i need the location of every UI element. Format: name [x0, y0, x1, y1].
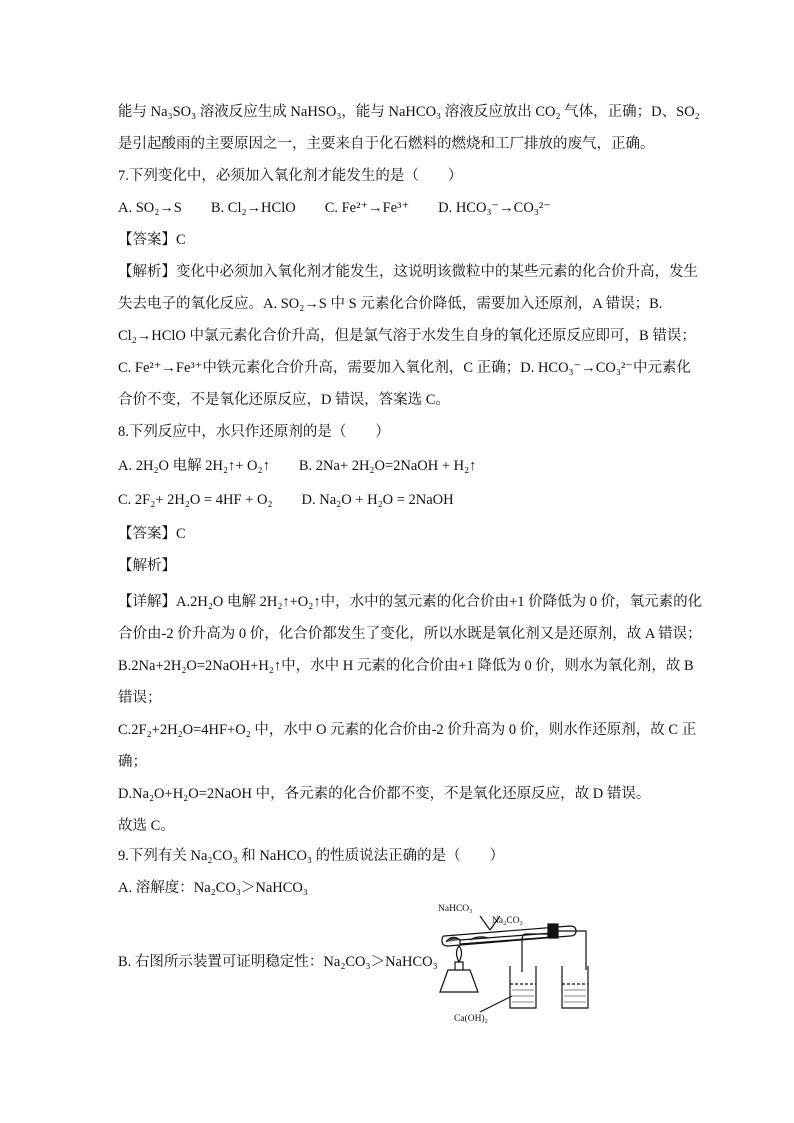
answer-7: 【答案】C [118, 232, 186, 248]
question-9: 9.下列有关 Na₂CO₃ 和 NaHCO₃ 的性质说法正确的是（ ） [118, 848, 505, 864]
question-7: 7.下列变化中，必须加入氧化剂才能发生的是（ ） [118, 168, 463, 184]
question-8-options-ab: A. 2H₂O 电解 2H₂↑+ O₂↑ B. 2Na+ 2H₂O=2NaOH + H₂↑ [118, 458, 477, 474]
text-line: 失去电子的氧化反应。A. SO₂→S 中 S 元素化合价降低，需要加入还原剂，A 错误；B. [118, 296, 663, 312]
apparatus-drawing [430, 900, 600, 1030]
text-line: C.2F₂+2H₂O=4HF+O₂ 中，水中 O 元素的化合价由-2 价升高为 0 价，则水作还原剂，故 C 正 [118, 722, 697, 738]
question-7-options: A. SO₂→S B. Cl₂→HClO C. Fe²⁺→Fe³⁺ D. HCO₃⁻→CO₃²⁻ [118, 200, 551, 216]
text-line: 确； [118, 754, 147, 770]
question-9-option-b: B. 右图所示装置可证明稳定性：Na₂CO₃＞NaHCO₃ [118, 954, 438, 970]
heating-apparatus-diagram [430, 900, 600, 1030]
na2co3-label: Na₂CO₃ [492, 916, 523, 926]
text-line: B.2Na+2H₂O=2NaOH+H₂↑中，水中 H 元素的化合价由+1 降低为 0 价，则水为氧化剂，故 B [118, 658, 694, 674]
question-8: 8.下列反应中，水只作还原剂的是（ ） [118, 424, 390, 440]
text-line: 合价不变，不是氧化还原反应，D 错误，答案选 C。 [118, 392, 450, 408]
caoh2-label: Ca(OH)₂ [454, 1014, 488, 1024]
text-line: D.Na₂O+H₂O=2NaOH 中，各元素的化合价都不变，不是氧化还原反应，故 D 错误。 [118, 786, 651, 802]
nahco3-label: NaHCO₃ [438, 904, 473, 914]
analysis-7: 【解析】变化中必须加入氧化剂才能发生，这说明该微粒中的某些元素的化合价升高，发生 [118, 264, 698, 280]
text-line: 合价由-2 价升高为 0 价，化合价都发生了变化，所以水既是氧化剂又是还原剂，故 A 错误； [118, 626, 702, 642]
detail-8: 【详解】A.2H₂O 电解 2H₂↑+O₂↑中，水中的氢元素的化合价由+1 价降低为 0 价，氧元素的化 [118, 594, 703, 610]
text-line: Cl₂→HClO 中氯元素化合价升高，但是氯气溶于水发生自身的氧化还原反应即可，B 错误； [118, 328, 696, 344]
text-line: 能与 Na₃SO₃ 溶液反应生成 NaHSO₃，能与 NaHCO₃ 溶液反应放出 CO₂ 气体，正确；D、SO₂ [118, 104, 700, 120]
text-line: 是引起酸雨的主要原因之一，主要来自于化石燃料的燃烧和工厂排放的废气，正确。 [118, 136, 655, 152]
analysis-8-heading: 【解析】 [118, 558, 176, 574]
question-8-options-cd: C. 2F₂+ 2H₂O = 4HF + O₂ D. Na₂O + H₂O = 2NaOH [118, 492, 454, 508]
text-line: 故选 C。 [118, 818, 175, 834]
text-line: C. Fe²⁺→Fe³⁺中铁元素化合价升高，需要加入氧化剂，C 正确；D. HCO₃⁻→CO₃²⁻中元素化 [118, 360, 691, 376]
text-line: 错误； [118, 690, 162, 706]
answer-8: 【答案】C [118, 526, 186, 542]
question-9-option-a: A. 溶解度：Na₂CO₃＞NaHCO₃ [118, 880, 308, 896]
